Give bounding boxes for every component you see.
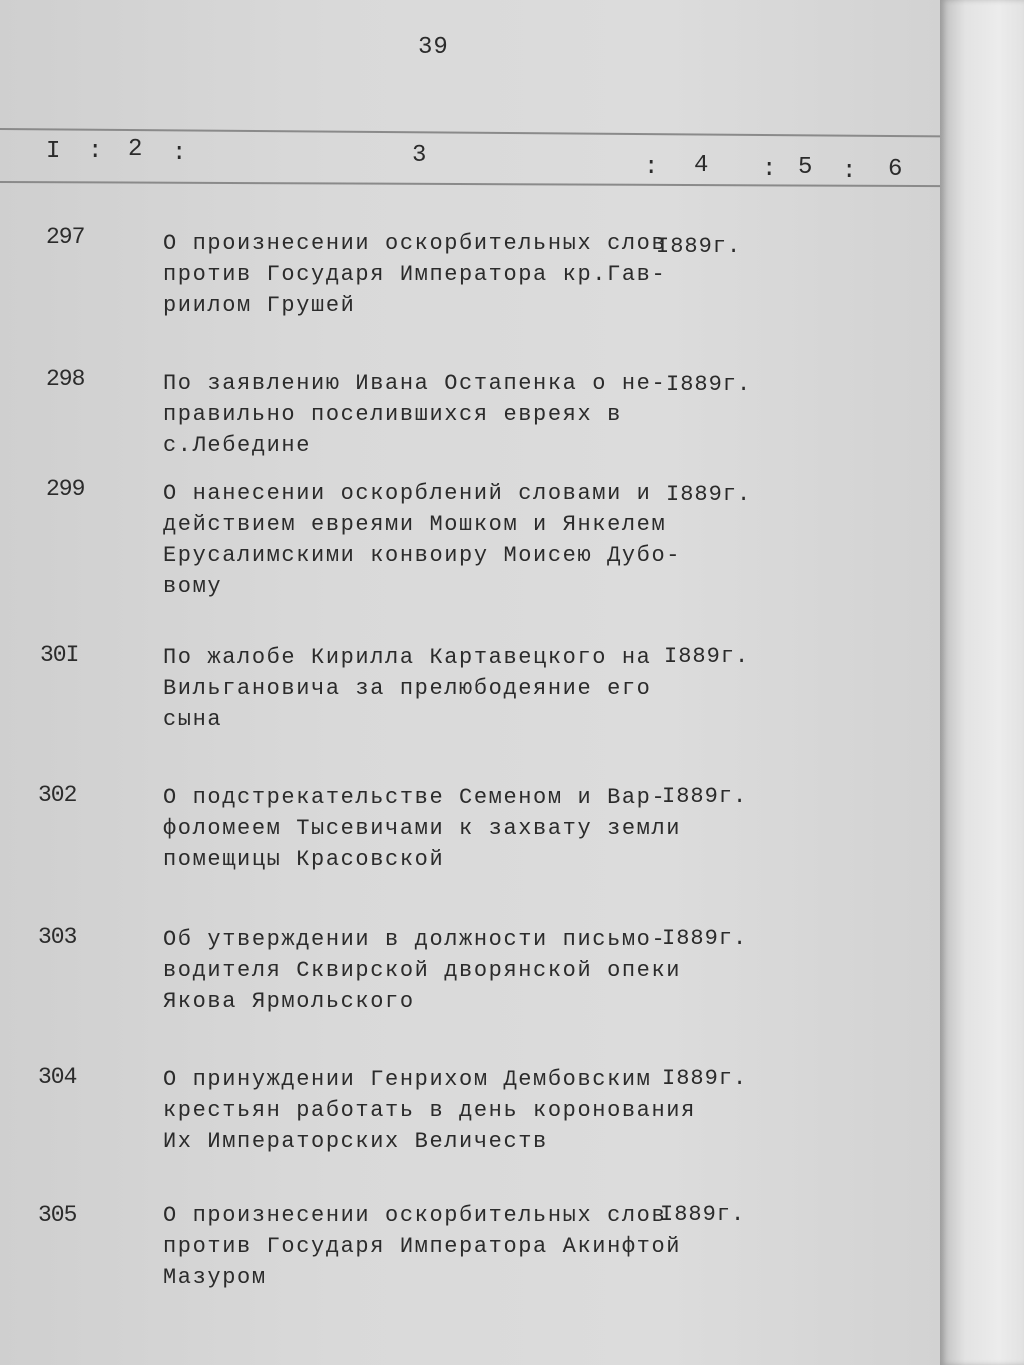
row-number: 299 xyxy=(46,476,85,502)
row-title: О произнесении оскорбительных слов против Государя Императора Акинфтой Мазуром xyxy=(163,1203,682,1290)
column-separator: : xyxy=(762,156,777,183)
column-header-2: 2 xyxy=(128,136,143,163)
row-title: О нанесении оскорблений словами и действием евреями Мошком и Янкелем Ерусалимскими конвоиру Моисею Дубо- вому xyxy=(163,481,682,599)
row-number: 297 xyxy=(46,224,85,250)
row-title: Об утверждении в должности письмо- водителя Сквирской дворянской опеки Якова Ярмольского xyxy=(163,927,682,1014)
page-number: 39 xyxy=(418,34,449,61)
column-separator: : xyxy=(172,140,187,167)
row-number: 303 xyxy=(38,924,77,950)
row-title: О принуждении Генрихом Дембовским крестьян работать в день коронования Их Императорских Величеств xyxy=(163,1067,696,1154)
column-header-3: 3 xyxy=(412,142,427,169)
column-header-4: 4 xyxy=(694,152,709,179)
row-title: По заявлению Ивана Остапенка о не- правильно поселившихся евреях в с.Лебедине xyxy=(163,371,667,458)
row-year: I889г. xyxy=(660,1202,746,1227)
row-number: 30I xyxy=(40,642,79,668)
row-year: I889г. xyxy=(662,784,748,809)
row-title: О произнесении оскорбительных слов против Государя Императора кр.Гав- риилом Грушей xyxy=(163,231,667,318)
column-header-5: 5 xyxy=(798,154,813,181)
row-number: 302 xyxy=(38,782,77,808)
column-header-6: 6 xyxy=(888,156,903,183)
row-number: 305 xyxy=(38,1202,77,1228)
row-year: I889г. xyxy=(662,1066,748,1091)
row-year: I889г. xyxy=(656,234,742,259)
header-bottom-rule xyxy=(0,181,944,187)
row-year: I889г. xyxy=(666,372,752,397)
column-separator: : xyxy=(88,138,103,165)
row-year: I889г. xyxy=(664,644,750,669)
row-number: 304 xyxy=(38,1064,77,1090)
column-separator: : xyxy=(644,154,659,181)
column-separator: : xyxy=(842,158,857,185)
row-year: I889г. xyxy=(662,926,748,951)
column-header-1: I xyxy=(46,138,61,165)
underlying-page-edge xyxy=(940,0,1024,1365)
row-year: I889г. xyxy=(666,482,752,507)
row-number: 298 xyxy=(46,366,85,392)
row-title: По жалобе Кирилла Картавецкого на Вильгановича за прелюбодеяние его сына xyxy=(163,645,652,732)
row-title: О подстрекательстве Семеном и Вар- фоломеем Тысевичами к захвату земли помещицы Красовской xyxy=(163,785,682,872)
